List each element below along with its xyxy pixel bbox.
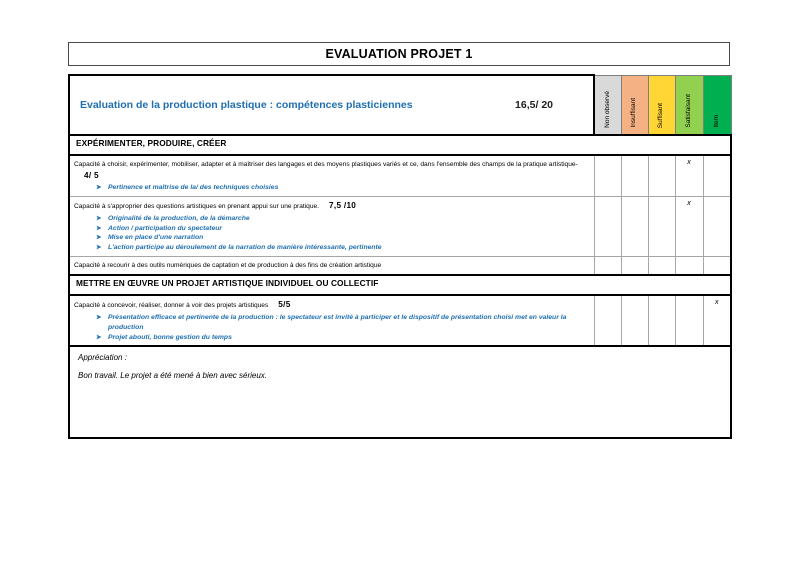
- bullet-text: Présentation efficace et pertinente de la production : le spectateur est invité à participer et le dispositif de présentation choisi met en valeur la production: [108, 313, 567, 331]
- list-item: [74, 333, 590, 343]
- mark-suffisant[interactable]: [648, 295, 675, 346]
- section-title-cell: [69, 275, 731, 295]
- criterion-score: 7,5 /10: [329, 200, 357, 210]
- scale-label: Suffisant: [657, 102, 665, 128]
- scale-column-suffisant: [648, 75, 675, 135]
- section-title: EXPÉRIMENTER, PRODUIRE, CRÉER: [76, 138, 227, 148]
- bullet-text: Mise en place d'une narration: [108, 234, 204, 242]
- criterion-bullets: [74, 313, 590, 343]
- list-item: [74, 313, 590, 333]
- mark-suffisant[interactable]: [648, 257, 675, 275]
- criterion-cell: [69, 155, 594, 196]
- section-header-row: [69, 275, 731, 295]
- evaluation-table: [68, 74, 732, 439]
- criterion-cell: [69, 196, 594, 256]
- scale-label: Item: [712, 115, 720, 128]
- mark-non-observe[interactable]: [594, 155, 621, 196]
- mark-item[interactable]: [703, 155, 731, 196]
- criterion-text: Capacité à choisir, expérimenter, mobiliser, adapter et à maîtriser des langages et des moyens plastiques variés et ce, dans l'ensemble des champs de la pratique artistique-: [74, 161, 578, 168]
- mark-suffisant[interactable]: [648, 196, 675, 256]
- scale-label: Insuffisant: [630, 98, 638, 128]
- header-title-cell: [69, 75, 594, 135]
- criterion-text: Capacité à s'approprier des questions artistiques en prenant appui sur une pratique.: [74, 202, 320, 210]
- mark-non-observe[interactable]: [594, 295, 621, 346]
- criterion-text: Capacité à concevoir, réaliser, donner à voir des projets artistiques: [74, 301, 269, 309]
- table-row: [69, 295, 731, 346]
- appreciation-cell[interactable]: [69, 346, 731, 438]
- bullet-text: Pertinence et maîtrise de la/ des techniques choisies: [108, 183, 279, 191]
- arrow-icon: ➤: [96, 224, 102, 232]
- list-item: [74, 183, 590, 193]
- section-title: METTRE EN ŒUVRE UN PROJET ARTISTIQUE INDIVIDUEL OU COLLECTIF: [76, 277, 379, 288]
- mark-insuffisant[interactable]: [621, 196, 648, 256]
- bullet-text: Action / participation du spectateur: [108, 224, 223, 232]
- mark-item[interactable]: x: [703, 295, 731, 346]
- scale-label: Satisfaisant: [684, 94, 692, 128]
- arrow-icon: ➤: [96, 244, 102, 252]
- arrow-icon: ➤: [96, 333, 102, 341]
- mark-non-observe[interactable]: [594, 196, 621, 256]
- criterion-cell: [69, 257, 594, 275]
- mark-satisfaisant[interactable]: x: [675, 155, 703, 196]
- appreciation-text: Bon travail. Le projet a été mené à bien avec sérieux.: [78, 371, 267, 381]
- mark-suffisant[interactable]: [648, 155, 675, 196]
- appreciation-label: Appréciation :: [78, 353, 127, 363]
- mark-satisfaisant[interactable]: x: [675, 196, 703, 256]
- mark-item[interactable]: [703, 257, 731, 275]
- list-item: [74, 224, 590, 234]
- criterion-score: 5/5: [278, 299, 291, 309]
- table-row: [69, 257, 731, 275]
- bullet-text: L'action participe au déroulement de la narration de manière intéressante, pertinente: [108, 244, 382, 252]
- mark-satisfaisant[interactable]: [675, 295, 703, 346]
- scale-column-non-observe: [594, 75, 621, 135]
- arrow-icon: ➤: [96, 234, 102, 242]
- list-item: [74, 214, 590, 224]
- list-item: [74, 243, 590, 253]
- scale-label: Non observé: [603, 91, 611, 128]
- criterion-bullets: [74, 183, 590, 193]
- scale-column-satisfaisant: [675, 75, 703, 135]
- criterion-text: Capacité à recourir à des outils numériques de captation et de production à des fins de création artistique: [74, 262, 382, 270]
- page-title: EVALUATION PROJET 1: [325, 47, 473, 61]
- section-title-cell: [69, 135, 731, 155]
- arrow-icon: ➤: [96, 313, 102, 321]
- table-row: [69, 155, 731, 196]
- mark-satisfaisant[interactable]: [675, 257, 703, 275]
- arrow-icon: ➤: [96, 183, 102, 191]
- mark-non-observe[interactable]: [594, 257, 621, 275]
- competences-label: Evaluation de la production plastique : compétences plasticiennes: [80, 99, 413, 111]
- appreciation-row: [69, 346, 731, 438]
- section-header-row: [69, 135, 731, 155]
- criterion-bullets: [74, 214, 590, 253]
- mark-item[interactable]: [703, 196, 731, 256]
- arrow-icon: ➤: [96, 214, 102, 222]
- bullet-text: Projet abouti, bonne gestion du temps: [108, 333, 232, 341]
- bullet-text: Originalité de la production, de la démarche: [108, 214, 250, 222]
- table-row: [69, 196, 731, 256]
- list-item: [74, 233, 590, 243]
- scale-column-item: [703, 75, 731, 135]
- criterion-cell: [69, 295, 594, 346]
- criterion-score: 4/ 5: [84, 170, 99, 180]
- scale-column-insuffisant: [621, 75, 648, 135]
- table-header-row: [69, 75, 731, 135]
- total-score: 16,5/ 20: [515, 99, 553, 111]
- mark-insuffisant[interactable]: [621, 257, 648, 275]
- mark-insuffisant[interactable]: [621, 295, 648, 346]
- document-title-box: [68, 42, 730, 66]
- mark-insuffisant[interactable]: [621, 155, 648, 196]
